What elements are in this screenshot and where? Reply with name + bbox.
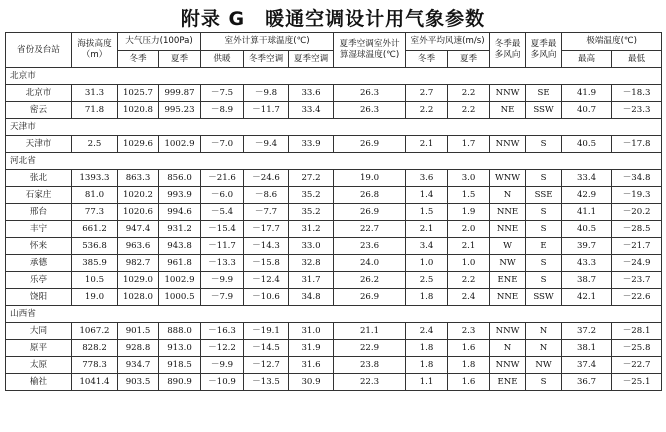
cell: S: [526, 374, 562, 391]
cell: 26.2: [334, 272, 406, 289]
cell: 2.2: [448, 85, 490, 102]
cell: －9.9: [201, 272, 244, 289]
cell: 778.3: [72, 357, 118, 374]
cell: 40.5: [562, 221, 612, 238]
cell: 40.5: [562, 136, 612, 153]
table-row: [6, 238, 662, 255]
cell: －10.9: [201, 374, 244, 391]
cell: －5.4: [201, 204, 244, 221]
cell: 37.2: [562, 323, 612, 340]
cell: 34.8: [289, 289, 334, 306]
table-row: [6, 187, 662, 204]
cell: 3.4: [406, 238, 448, 255]
cell: 33.4: [562, 170, 612, 187]
cell: －7.9: [201, 289, 244, 306]
header-pressure-winter: 冬季: [118, 51, 159, 68]
cell: 1020.6: [118, 204, 159, 221]
cell: 42.1: [562, 289, 612, 306]
cell: 863.3: [118, 170, 159, 187]
header-wind: 室外平均风速(m/s): [406, 33, 490, 51]
cell: －16.3: [201, 323, 244, 340]
cell: 995.23: [159, 102, 201, 119]
cell: 33.9: [289, 136, 334, 153]
cell: NW: [526, 357, 562, 374]
cell: 2.2: [448, 272, 490, 289]
cell: 1025.7: [118, 85, 159, 102]
cell: 1393.3: [72, 170, 118, 187]
cell: 10.5: [72, 272, 118, 289]
table-body: [6, 68, 662, 391]
province-row: [6, 153, 662, 170]
cell: NNW: [490, 136, 526, 153]
cell: 26.3: [334, 85, 406, 102]
cell: 1.6: [448, 340, 490, 357]
header-winter-ac: 冬季空调: [244, 51, 289, 68]
table-row: [6, 323, 662, 340]
cell: 1.0: [406, 255, 448, 272]
cell: 963.6: [118, 238, 159, 255]
weather-table: [5, 32, 662, 391]
cell: 913.0: [159, 340, 201, 357]
cell: 2.1: [406, 221, 448, 238]
cell: 2.4: [406, 323, 448, 340]
header-pressure-summer: 夏季: [159, 51, 201, 68]
station-name: 天津市: [6, 136, 72, 153]
cell: －6.0: [201, 187, 244, 204]
table-row: [6, 136, 662, 153]
cell: －7.0: [201, 136, 244, 153]
cell: 1067.2: [72, 323, 118, 340]
cell: 2.2: [406, 102, 448, 119]
cell: 40.7: [562, 102, 612, 119]
station-name: 张北: [6, 170, 72, 187]
cell: －28.1: [612, 323, 662, 340]
cell: 27.2: [289, 170, 334, 187]
cell: NNW: [490, 323, 526, 340]
cell: 35.2: [289, 204, 334, 221]
cell: 33.0: [289, 238, 334, 255]
cell: 3.6: [406, 170, 448, 187]
cell: NNW: [490, 85, 526, 102]
cell: －12.7: [244, 357, 289, 374]
cell: 947.4: [118, 221, 159, 238]
cell: W: [490, 238, 526, 255]
header-wetbulb: 夏季空调室外计算湿球温度(℃): [334, 33, 406, 68]
cell: 2.3: [448, 323, 490, 340]
table-row: [6, 85, 662, 102]
cell: 31.0: [289, 323, 334, 340]
cell: －20.2: [612, 204, 662, 221]
cell: SSW: [526, 289, 562, 306]
cell: 31.3: [72, 85, 118, 102]
cell: －23.3: [612, 102, 662, 119]
cell: N: [490, 340, 526, 357]
station-name: 大同: [6, 323, 72, 340]
cell: 36.7: [562, 374, 612, 391]
cell: 1.5: [406, 204, 448, 221]
cell: NNE: [490, 204, 526, 221]
cell: WNW: [490, 170, 526, 187]
cell: SE: [526, 85, 562, 102]
cell: NE: [490, 102, 526, 119]
cell: 26.9: [334, 136, 406, 153]
cell: －12.2: [201, 340, 244, 357]
cell: 26.9: [334, 204, 406, 221]
header-pressure: 大气压力(100Pa): [118, 33, 201, 51]
cell: 81.0: [72, 187, 118, 204]
cell: 26.3: [334, 102, 406, 119]
header-summer-ac: 夏季空调: [289, 51, 334, 68]
cell: 41.9: [562, 85, 612, 102]
cell: 1.4: [406, 187, 448, 204]
header-heating: 供暖: [201, 51, 244, 68]
table-row: [6, 170, 662, 187]
header-altitude: 海拔高度（m）: [72, 33, 118, 68]
cell: 943.8: [159, 238, 201, 255]
cell: 2.2: [448, 102, 490, 119]
table-row: [6, 357, 662, 374]
table-row: [6, 374, 662, 391]
cell: 1002.9: [159, 272, 201, 289]
cell: 1029.6: [118, 136, 159, 153]
cell: 33.4: [289, 102, 334, 119]
cell: 42.9: [562, 187, 612, 204]
station-name: 怀来: [6, 238, 72, 255]
cell: 1000.5: [159, 289, 201, 306]
cell: －14.3: [244, 238, 289, 255]
cell: ENE: [490, 272, 526, 289]
cell: －19.3: [612, 187, 662, 204]
cell: 1020.8: [118, 102, 159, 119]
cell: 828.2: [72, 340, 118, 357]
cell: 901.5: [118, 323, 159, 340]
cell: 19.0: [72, 289, 118, 306]
cell: 888.0: [159, 323, 201, 340]
cell: 928.8: [118, 340, 159, 357]
cell: 22.3: [334, 374, 406, 391]
province-row: [6, 306, 662, 323]
cell: S: [526, 221, 562, 238]
cell: 26.8: [334, 187, 406, 204]
province-name: 河北省: [6, 153, 662, 170]
cell: －24.9: [612, 255, 662, 272]
cell: 38.1: [562, 340, 612, 357]
cell: －34.8: [612, 170, 662, 187]
cell: －25.1: [612, 374, 662, 391]
cell: 1028.0: [118, 289, 159, 306]
cell: 23.6: [334, 238, 406, 255]
header-extreme: 极端温度(℃): [562, 33, 662, 51]
cell: 1029.0: [118, 272, 159, 289]
cell: －17.7: [244, 221, 289, 238]
cell: 1.8: [406, 289, 448, 306]
cell: －10.6: [244, 289, 289, 306]
cell: －9.4: [244, 136, 289, 153]
station-name: 密云: [6, 102, 72, 119]
cell: －8.9: [201, 102, 244, 119]
cell: －7.5: [201, 85, 244, 102]
cell: －12.4: [244, 272, 289, 289]
cell: 35.2: [289, 187, 334, 204]
cell: NW: [490, 255, 526, 272]
cell: 1.1: [406, 374, 448, 391]
station-name: 石家庄: [6, 187, 72, 204]
cell: 1.8: [406, 340, 448, 357]
cell: S: [526, 272, 562, 289]
cell: 22.7: [334, 221, 406, 238]
cell: 931.2: [159, 221, 201, 238]
cell: 26.9: [334, 289, 406, 306]
table-row: [6, 102, 662, 119]
cell: 41.1: [562, 204, 612, 221]
cell: E: [526, 238, 562, 255]
cell: －19.1: [244, 323, 289, 340]
cell: 1.0: [448, 255, 490, 272]
cell: 918.5: [159, 357, 201, 374]
cell: －21.6: [201, 170, 244, 187]
cell: 994.6: [159, 204, 201, 221]
cell: 1.7: [448, 136, 490, 153]
cell: －28.5: [612, 221, 662, 238]
station-name: 原平: [6, 340, 72, 357]
cell: 31.9: [289, 340, 334, 357]
cell: 39.7: [562, 238, 612, 255]
cell: 1020.2: [118, 187, 159, 204]
cell: 961.8: [159, 255, 201, 272]
cell: 1002.9: [159, 136, 201, 153]
cell: －11.7: [244, 102, 289, 119]
cell: 2.7: [406, 85, 448, 102]
table-row: [6, 221, 662, 238]
cell: 903.5: [118, 374, 159, 391]
header-min: 最低: [612, 51, 662, 68]
cell: 993.9: [159, 187, 201, 204]
cell: 31.6: [289, 357, 334, 374]
cell: 24.0: [334, 255, 406, 272]
table-row: [6, 272, 662, 289]
header-station: 省份及台站: [6, 33, 72, 68]
cell: 2.5: [72, 136, 118, 153]
cell: 934.7: [118, 357, 159, 374]
header-winter-dir: 冬季最多风向: [490, 33, 526, 68]
cell: 19.0: [334, 170, 406, 187]
cell: －21.7: [612, 238, 662, 255]
cell: 1.8: [406, 357, 448, 374]
station-name: 太原: [6, 357, 72, 374]
cell: S: [526, 170, 562, 187]
cell: 999.87: [159, 85, 201, 102]
station-name: 乐亭: [6, 272, 72, 289]
cell: －22.7: [612, 357, 662, 374]
station-name: 承德: [6, 255, 72, 272]
station-name: 丰宁: [6, 221, 72, 238]
cell: 3.0: [448, 170, 490, 187]
cell: ENE: [490, 374, 526, 391]
table-row: [6, 289, 662, 306]
cell: －22.6: [612, 289, 662, 306]
cell: 31.2: [289, 221, 334, 238]
cell: －11.7: [201, 238, 244, 255]
cell: 1.8: [448, 357, 490, 374]
cell: －23.7: [612, 272, 662, 289]
cell: 43.3: [562, 255, 612, 272]
header-wind-winter: 冬季: [406, 51, 448, 68]
cell: 890.9: [159, 374, 201, 391]
cell: SSW: [526, 102, 562, 119]
cell: 21.1: [334, 323, 406, 340]
province-row: [6, 68, 662, 85]
header-max: 最高: [562, 51, 612, 68]
cell: －24.6: [244, 170, 289, 187]
station-name: 榆社: [6, 374, 72, 391]
cell: 2.4: [448, 289, 490, 306]
header-wind-summer: 夏季: [448, 51, 490, 68]
cell: N: [490, 187, 526, 204]
cell: －9.9: [201, 357, 244, 374]
cell: 1041.4: [72, 374, 118, 391]
cell: 23.8: [334, 357, 406, 374]
cell: －8.6: [244, 187, 289, 204]
cell: －17.8: [612, 136, 662, 153]
province-row: [6, 119, 662, 136]
cell: 385.9: [72, 255, 118, 272]
cell: 2.1: [406, 136, 448, 153]
cell: N: [526, 323, 562, 340]
table-row: [6, 340, 662, 357]
cell: S: [526, 204, 562, 221]
cell: 1.5: [448, 187, 490, 204]
cell: 982.7: [118, 255, 159, 272]
cell: 661.2: [72, 221, 118, 238]
cell: NNE: [490, 289, 526, 306]
cell: SSE: [526, 187, 562, 204]
cell: 1.6: [448, 374, 490, 391]
cell: 32.8: [289, 255, 334, 272]
cell: 30.9: [289, 374, 334, 391]
cell: NNW: [490, 357, 526, 374]
cell: －14.5: [244, 340, 289, 357]
table-row: [6, 204, 662, 221]
cell: －15.8: [244, 255, 289, 272]
cell: 2.1: [448, 238, 490, 255]
station-name: 邢台: [6, 204, 72, 221]
cell: 856.0: [159, 170, 201, 187]
cell: －13.3: [201, 255, 244, 272]
cell: 77.3: [72, 204, 118, 221]
cell: 22.9: [334, 340, 406, 357]
cell: N: [526, 340, 562, 357]
cell: S: [526, 255, 562, 272]
cell: －7.7: [244, 204, 289, 221]
table-row: [6, 255, 662, 272]
cell: －18.3: [612, 85, 662, 102]
cell: 33.6: [289, 85, 334, 102]
header-drybulb: 室外计算干球温度(℃): [201, 33, 334, 51]
cell: 31.7: [289, 272, 334, 289]
cell: NNE: [490, 221, 526, 238]
cell: 38.7: [562, 272, 612, 289]
cell: －25.8: [612, 340, 662, 357]
station-name: 北京市: [6, 85, 72, 102]
cell: S: [526, 136, 562, 153]
cell: －13.5: [244, 374, 289, 391]
cell: 37.4: [562, 357, 612, 374]
cell: －15.4: [201, 221, 244, 238]
cell: 2.0: [448, 221, 490, 238]
province-name: 山西省: [6, 306, 662, 323]
cell: 536.8: [72, 238, 118, 255]
cell: 71.8: [72, 102, 118, 119]
province-name: 天津市: [6, 119, 662, 136]
cell: 1.9: [448, 204, 490, 221]
header-summer-dir: 夏季最多风向: [526, 33, 562, 68]
province-name: 北京市: [6, 68, 662, 85]
cell: －9.8: [244, 85, 289, 102]
page-title: 附录 G 暖通空调设计用气象参数: [180, 8, 486, 30]
station-name: 饶阳: [6, 289, 72, 306]
cell: 2.5: [406, 272, 448, 289]
